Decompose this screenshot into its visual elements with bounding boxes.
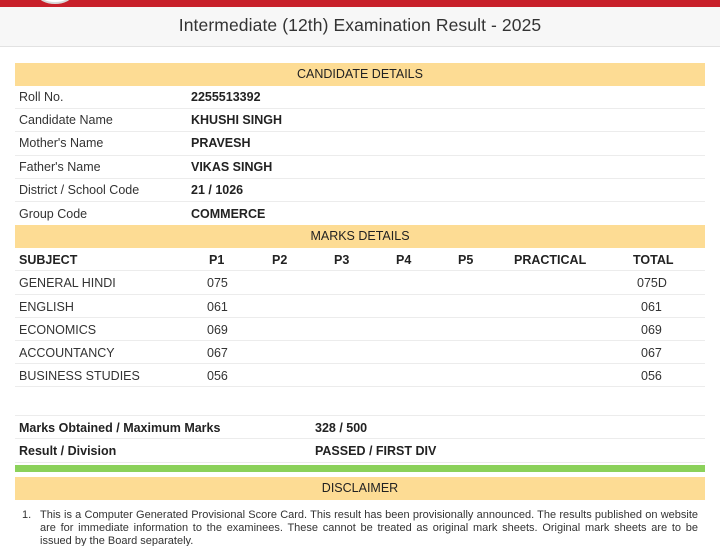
p1-mark: 069	[207, 322, 228, 337]
total-mark: 069	[641, 322, 662, 337]
total-mark: 067	[641, 345, 662, 360]
mother-name-value: PRAVESH	[191, 136, 251, 151]
note-number: 1.	[22, 509, 32, 521]
group-code-value: COMMERCE	[191, 206, 266, 221]
district-school-code-value: 21 / 1026	[191, 182, 244, 197]
candidate-details-heading: CANDIDATE DETAILS	[15, 63, 705, 86]
candidate-row	[15, 179, 705, 202]
marks-obtained-label: Marks Obtained / Maximum Marks	[19, 421, 221, 436]
candidate-row	[15, 109, 705, 132]
table-row	[15, 364, 705, 387]
candidate-row	[15, 132, 705, 155]
result-card	[15, 63, 705, 500]
column-header: TOTAL	[633, 253, 674, 268]
subject-name: BUSINESS STUDIES	[19, 369, 140, 384]
marks-details-heading: MARKS DETAILS	[15, 225, 705, 248]
column-header: P1	[209, 253, 225, 268]
p1-mark: 067	[207, 345, 228, 360]
p1-mark: 075	[207, 276, 228, 291]
table-row	[15, 341, 705, 364]
column-header: P4	[396, 253, 412, 268]
marks-obtained-value: 328 / 500	[315, 421, 368, 436]
top-header-bar	[0, 0, 720, 7]
status-bar	[15, 465, 705, 472]
subject-name: ACCOUNTANCY	[19, 345, 115, 360]
page-title-box	[0, 7, 720, 47]
father-name-value: VIKAS SINGH	[191, 159, 273, 174]
spacer-row	[15, 387, 705, 416]
result-division-label: Result / Division	[19, 444, 117, 459]
candidate-row	[15, 156, 705, 179]
table-row	[15, 295, 705, 318]
column-header: P3	[334, 253, 350, 268]
field-label: Roll No.	[19, 90, 64, 105]
subject-name: ENGLISH	[19, 299, 74, 314]
field-label: District / School Code	[19, 182, 140, 197]
p1-mark: 056	[207, 369, 228, 384]
candidate-row	[15, 86, 705, 109]
disclaimer-heading: DISCLAIMER	[15, 477, 705, 500]
roll-number-value: 2255513392	[191, 90, 261, 105]
subject-name: GENERAL HINDI	[19, 276, 116, 291]
board-logo	[38, 0, 72, 4]
field-label: Mother's Name	[19, 136, 104, 151]
column-header: PRACTICAL	[514, 253, 587, 268]
disclaimer-notes	[22, 509, 698, 546]
table-row	[15, 318, 705, 341]
table-row	[15, 271, 705, 294]
total-mark: 056	[641, 369, 662, 384]
p1-mark: 061	[207, 299, 228, 314]
field-label: Father's Name	[19, 159, 101, 174]
result-division-row	[15, 439, 705, 462]
total-mark: 075D	[637, 276, 667, 291]
total-mark: 061	[641, 299, 662, 314]
candidate-name-value: KHUSHI SINGH	[191, 113, 282, 128]
candidate-row	[15, 202, 705, 225]
subject-name: ECONOMICS	[19, 322, 97, 337]
marks-table-header	[15, 248, 705, 271]
result-division-value: PASSED / FIRST DIV	[315, 444, 437, 459]
page-title: Intermediate (12th) Examination Result - 2025	[178, 15, 542, 35]
field-label: Candidate Name	[19, 113, 113, 128]
field-label: Group Code	[19, 206, 88, 221]
note-text: This is a Computer Generated Provisional Score Card. This result has been provisionally announced. The results published on website are for immediate information to the examinees. These cannot be treated as original mark sheets. Original mark sheets are to be issued by the Board separately.	[40, 509, 698, 546]
column-header: P5	[458, 253, 474, 268]
marks-summary-row	[15, 416, 705, 439]
column-header: P2	[272, 253, 288, 268]
column-header: SUBJECT	[19, 253, 78, 268]
